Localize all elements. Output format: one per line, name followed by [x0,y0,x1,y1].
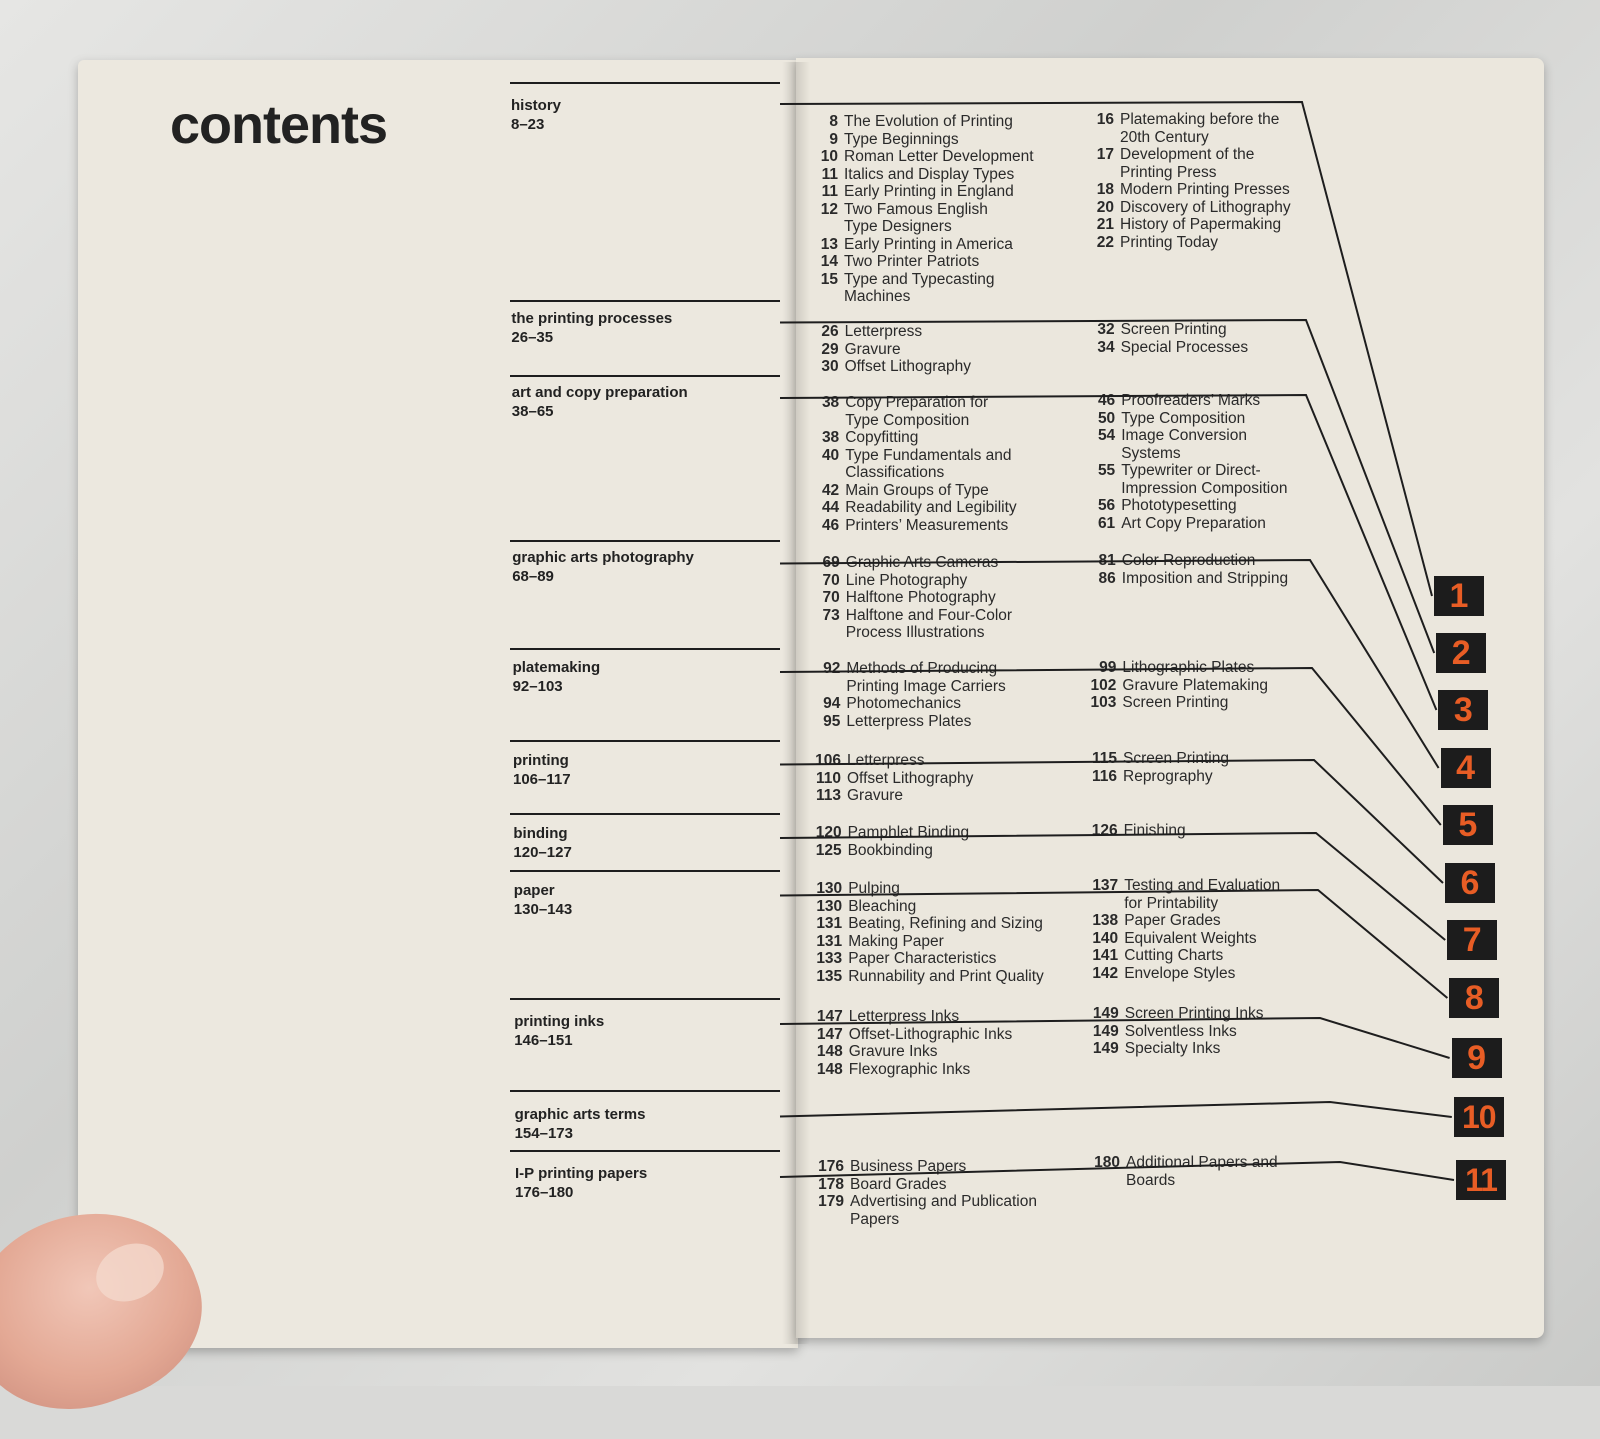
leader-line [780,833,1445,940]
entry-title: Letterpress Inks [848,1008,960,1025]
entry-title: Type and Typecasting [844,270,995,288]
entry-page-number: 29 [821,340,839,358]
entry-title: Modern Printing Presses [1120,181,1290,198]
section-tab[interactable]: 7 [1447,920,1497,960]
section-page-range: 26–35 [511,329,554,346]
entry-page-number: 131 [816,932,843,950]
entry-title: Impression Composition [1121,479,1288,497]
entry-title: Photomechanics [846,695,961,712]
entry-page-number: 178 [818,1175,844,1193]
entry-title: Process Illustrations [845,624,985,641]
entry-title: Discovery of Lithography [1120,198,1291,216]
entry-title: Early Printing in America [844,235,1013,253]
entry-page-number: 22 [1096,233,1114,251]
entry-page-number: 54 [1097,427,1116,444]
entry-title: Finishing [1123,822,1186,839]
entry-title: Classifications [845,464,945,481]
entry-page-number: 70 [822,589,840,606]
section-page-range: 92–103 [512,678,563,695]
entry-page-number: 16 [1096,111,1114,128]
section-tab[interactable]: 1 [1434,576,1484,616]
entry-title: Type Composition [1121,409,1246,427]
leader-line [780,395,1436,710]
entry-page-number: 12 [820,200,838,218]
entry-page-number: 50 [1097,409,1116,427]
entry-title: Beating, Refining and Sizing [848,915,1043,932]
leader-line [780,890,1447,998]
section-name: graphic arts terms [514,1106,646,1123]
entry-page-number: 137 [1092,877,1119,894]
entry-page-number: 26 [821,323,839,340]
entry-title: Pamphlet Binding [847,824,970,841]
entry-title: Methods of Producing [846,660,998,677]
entry-page-number: 56 [1097,497,1116,514]
entry-page-number: 38 [821,394,840,411]
section-name: platemaking [512,659,601,676]
section-tab[interactable]: 2 [1436,633,1486,673]
entry-title: Gravure Platemaking [1122,676,1268,694]
entry-title: Typewriter or Direct- [1121,462,1261,479]
section-name: I-P printing papers [515,1165,648,1182]
entry-page-number: 131 [816,915,843,932]
entry-page-number: 55 [1097,462,1116,479]
entry-page-number: 15 [820,270,838,288]
entry-page-number: 92 [823,660,841,677]
entry-title: Screen Printing [1120,321,1227,338]
section-page-range: 176–180 [515,1184,574,1201]
entry-title: Additional Papers and [1126,1154,1278,1171]
section-tab[interactable]: 10 [1454,1097,1504,1137]
section-name: history [511,97,562,114]
entry-title: Board Grades [850,1175,947,1193]
entry-page-number: 44 [821,499,840,516]
entry-page-number: 11 [821,183,838,200]
section-name: art and copy preparation [511,384,688,401]
section-page-range: 8–23 [511,116,545,133]
entry-title: The Evolution of Printing [844,113,1013,130]
entry-title: Type Designers [844,218,952,235]
entry-title: Proofreaders’ Marks [1121,392,1261,409]
entry-title: Image Conversion [1121,427,1247,444]
section-page-range: 120–127 [513,844,572,861]
entry-title: Printing Press [1120,163,1217,181]
entry-title: Two Famous English [844,200,988,218]
section-page-range: 68–89 [512,568,554,585]
entry-page-number: 13 [820,235,838,253]
entry-page-number: 126 [1091,822,1118,839]
entry-page-number: 73 [822,606,840,624]
section-page-range: 146–151 [514,1032,573,1049]
entry-page-number: 133 [816,950,843,967]
section-tab[interactable]: 11 [1456,1160,1506,1200]
entry-page-number: 116 [1091,767,1117,785]
entry-page-number: 14 [820,253,838,270]
entry-page-number: 69 [822,554,840,571]
entry-title: Main Groups of Type [845,481,989,499]
entry-title: Specialty Inks [1124,1040,1221,1057]
section-name: the printing processes [511,310,673,327]
leader-line [780,560,1439,768]
entry-page-number: 11 [821,165,838,183]
entry-title: Letterpress [844,323,923,340]
entry-title: History of Papermaking [1120,216,1282,233]
entry-page-number: 149 [1092,1005,1119,1022]
entry-page-number: 135 [816,967,843,985]
entry-page-number: 147 [816,1025,843,1043]
entry-title: Systems [1121,444,1181,462]
entry-page-number: 140 [1092,929,1119,947]
entry-title: Copyfitting [845,429,919,446]
section-page-range: 130–143 [513,901,573,918]
entry-title: Equivalent Weights [1124,929,1257,947]
entry-page-number: 176 [818,1158,844,1175]
entry-page-number: 10 [820,148,838,165]
entry-title: Gravure [847,787,903,804]
section-name: paper [513,882,555,899]
entry-title: Special Processes [1120,338,1249,356]
entry-page-number: 40 [821,446,840,464]
entry-page-number: 180 [1094,1154,1120,1171]
entry-title: Gravure [844,340,901,358]
section-page-range: 154–173 [514,1125,573,1142]
entry-title: Screen Printing [1123,750,1229,767]
entry-title: Halftone and Four-Color [845,606,1013,624]
entry-title: Printing Today [1120,233,1218,251]
leader-line [780,760,1443,883]
entry-title: Copy Preparation for [845,394,989,411]
entry-page-number: 38 [821,429,840,446]
entry-page-number: 179 [818,1193,844,1210]
entry-title: Letterpress [847,752,925,769]
entry-title: Solventless Inks [1124,1022,1237,1040]
entry-title: Papers [850,1210,900,1228]
entry-title: Testing and Evaluation [1124,877,1281,894]
leader-line [780,668,1441,825]
entry-title: Graphic Arts Cameras [845,554,999,571]
entry-title: 20th Century [1120,128,1209,146]
entry-page-number: 149 [1092,1022,1119,1040]
leader-line [780,1018,1450,1058]
entry-title: Imposition and Stripping [1121,569,1289,587]
entry-title: Business Papers [850,1158,967,1175]
entry-title: Type Beginnings [844,130,959,148]
section-page-range: 38–65 [511,403,554,420]
entry-title: Development of the [1120,146,1255,163]
section-name: printing [513,752,569,769]
entry-title: Halftone Photography [845,589,996,606]
entry-title: Art Copy Preparation [1121,514,1266,532]
entry-title: Pulping [848,880,900,897]
entry-title: Type Fundamentals and [845,446,1012,464]
entry-title: Screen Printing [1122,694,1229,711]
entry-page-number: 106 [815,752,841,769]
entry-page-number: 21 [1096,216,1114,233]
entry-page-number: 138 [1092,912,1119,929]
entry-page-number: 61 [1097,514,1116,532]
leader-line [780,1162,1454,1180]
entry-page-number: 46 [1097,392,1116,409]
entry-page-number: 32 [1097,321,1115,338]
entry-title: Italics and Display Types [844,165,1015,183]
entry-page-number: 18 [1096,181,1114,198]
section-tab[interactable]: 3 [1438,690,1488,730]
entry-title: Envelope Styles [1124,964,1236,982]
entry-page-number: 86 [1098,569,1116,587]
entry-page-number: 99 [1099,659,1117,676]
entry-title: Bleaching [848,897,917,915]
entry-title: Cutting Charts [1124,947,1224,964]
entry-page-number: 17 [1096,146,1114,163]
entry-title: Reprography [1123,767,1213,785]
entry-title: Offset-Lithographic Inks [848,1025,1013,1043]
entry-page-number: 9 [829,130,838,148]
entry-page-number: 149 [1092,1040,1119,1057]
entry-title: Printing Image Carriers [846,677,1006,695]
entry-page-number: 110 [815,769,841,787]
entry-title: Early Printing in England [844,183,1014,200]
entry-title: Phototypesetting [1121,497,1237,514]
entry-title: Runnability and Print Quality [848,967,1044,985]
entry-title: Machines [844,288,911,305]
entry-title: Platemaking before the [1120,111,1280,128]
section-tab[interactable]: 8 [1449,978,1499,1018]
entry-page-number: 103 [1090,694,1117,711]
leader-line [780,102,1432,596]
entry-title: Roman Letter Development [844,148,1034,165]
entry-title: Paper Characteristics [848,950,997,967]
entry-title: Type Composition [845,411,970,429]
section-tab[interactable]: 5 [1443,805,1493,845]
entry-title: Offset Lithography [844,358,971,375]
entry-page-number: 142 [1092,964,1119,982]
entry-page-number: 147 [816,1008,843,1025]
entry-page-number: 34 [1097,338,1115,356]
entry-title: Letterpress Plates [846,712,972,730]
entry-page-number: 30 [821,358,839,375]
entry-title: Two Printer Patriots [844,253,980,270]
entry-title: Boards [1126,1171,1176,1189]
section-page-range: 106–117 [513,771,571,788]
entry-page-number: 148 [816,1043,843,1060]
section-name: printing inks [514,1013,605,1030]
entry-title: Advertising and Publication [850,1193,1037,1210]
page-title: contents [170,95,388,155]
section-tab[interactable]: 6 [1445,863,1495,903]
entry-title: Printers’ Measurements [845,516,1009,534]
entry-page-number: 102 [1090,676,1117,694]
entry-page-number: 113 [815,787,841,804]
entry-page-number: 141 [1092,947,1119,964]
entry-title: Line Photography [845,571,968,589]
leader-line [780,1102,1452,1117]
entry-title: Bookbinding [847,841,933,859]
entry-title: Flexographic Inks [848,1060,971,1078]
entry-page-number: 8 [829,113,838,130]
entry-title: Gravure Inks [848,1043,938,1060]
section-tab[interactable]: 9 [1452,1038,1502,1078]
entry-page-number: 42 [821,481,840,499]
entry-page-number: 20 [1096,198,1114,216]
entry-page-number: 125 [815,841,842,859]
entry-title: for Printability [1124,894,1219,912]
section-name: binding [513,825,568,842]
entry-title: Readability and Legibility [845,499,1017,516]
entry-page-number: 81 [1098,552,1116,569]
entry-title: Making Paper [848,932,944,950]
entry-page-number: 120 [815,824,842,841]
entry-title: Color Reproduction [1121,552,1256,569]
entry-page-number: 70 [822,571,840,589]
entry-page-number: 46 [821,516,840,534]
entry-title: Paper Grades [1124,912,1221,929]
entry-page-number: 94 [823,695,841,712]
entry-page-number: 130 [816,880,843,897]
entry-title: Offset Lithography [847,769,974,787]
entry-title: Lithographic Plates [1122,659,1255,676]
entry-page-number: 115 [1091,750,1117,767]
entry-title: Screen Printing Inks [1124,1005,1264,1022]
entry-page-number: 148 [816,1060,843,1078]
entry-page-number: 95 [823,712,841,730]
section-tab[interactable]: 4 [1441,748,1491,788]
section-name: graphic arts photography [512,549,694,566]
entry-page-number: 130 [816,897,843,915]
